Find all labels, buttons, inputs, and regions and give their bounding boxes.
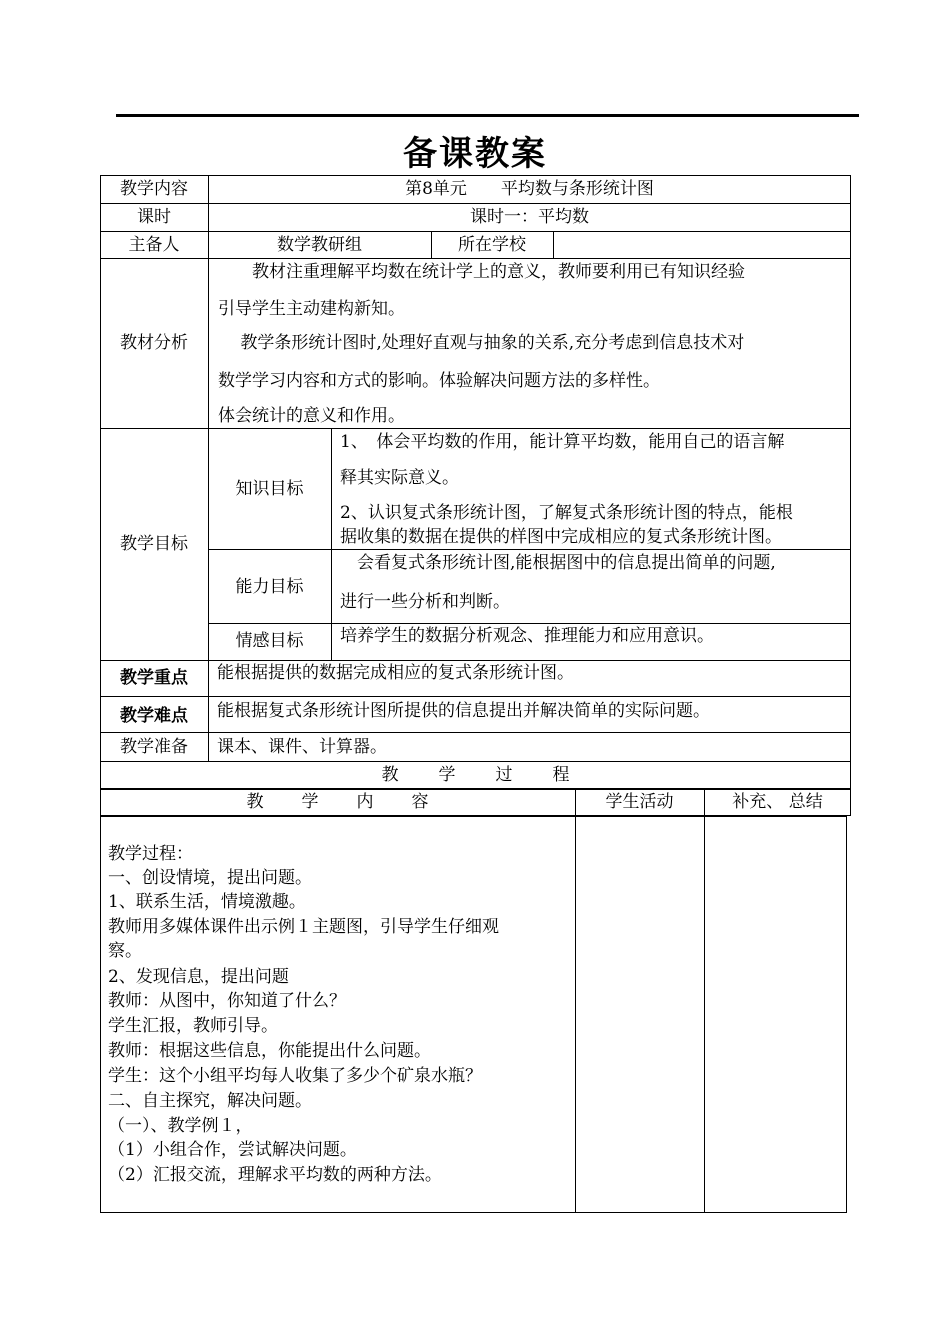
- process-line: 一、创设情境，提出问题。: [108, 868, 312, 888]
- process-line: 学生汇报，教师引导。: [108, 1016, 278, 1036]
- process-line: 教师用多媒体课件出示例１主题图，引导学生仔细观: [108, 917, 499, 937]
- emotion-label: 情感目标: [235, 631, 304, 651]
- process-heading: 教学过程: [381, 765, 610, 785]
- content-value: 第8单元 平均数与条形统计图: [405, 179, 654, 199]
- ability-line: 进行一些分析和判断。: [340, 592, 510, 612]
- preparation-value: 课本、课件、计算器。: [217, 737, 387, 757]
- knowledge-label: 知识目标: [235, 479, 304, 499]
- page-title: 备课教案: [403, 134, 547, 174]
- process-line: （2）汇报交流，理解求平均数的两种方法。: [108, 1165, 442, 1185]
- header-rule: [116, 114, 859, 117]
- lesson-label: 课时: [137, 207, 171, 227]
- analysis-line: 引导学生主动建构新知。: [218, 299, 405, 319]
- lesson-value: 课时一：平均数: [470, 207, 589, 227]
- process-line: 察。: [108, 941, 142, 961]
- difficulty-label: 教学难点: [120, 706, 188, 726]
- analysis-label: 教材分析: [120, 333, 188, 353]
- preparer-value: 数学教研组: [277, 235, 362, 255]
- col-content: 教学内容: [246, 792, 467, 812]
- knowledge-line: 释其实际意义。: [340, 468, 459, 488]
- knowledge-line: 据收集的数据在提供的样图中完成相应的复式条形统计图。: [340, 527, 782, 547]
- process-line: （一）、教学例１，: [108, 1116, 253, 1136]
- difficulty-value: 能根据复式条形统计图所提供的信息提出并解决简单的实际问题。: [217, 701, 710, 721]
- process-line: 1、联系生活，情境激趣。: [108, 892, 306, 912]
- objectives-label: 教学目标: [120, 534, 188, 554]
- analysis-line: 体会统计的意义和作用。: [218, 406, 405, 426]
- analysis-line: 数学学习内容和方式的影响。体验解决问题方法的多样性。: [218, 371, 660, 391]
- process-line: 教师：从图中，你知道了什么？: [108, 991, 346, 1011]
- process-line: 教师：根据这些信息，你能提出什么问题。: [108, 1041, 431, 1061]
- knowledge-line: 1、 体会平均数的作用，能计算平均数，能用自己的语言解: [340, 432, 785, 452]
- analysis-line: 教学条形统计图时,处理好直观与抽象的关系,充分考虑到信息技术对: [218, 333, 745, 353]
- ability-line: 会看复式条形统计图,能根据图中的信息提出简单的问题,: [340, 553, 776, 573]
- analysis-line: 教材注重理解平均数在统计学上的意义，教师要利用已有知识经验: [218, 262, 745, 282]
- content-label: 教学内容: [120, 179, 188, 199]
- school-label: 所在学校: [458, 235, 526, 255]
- process-line: （1）小组合作，尝试解决问题。: [108, 1140, 357, 1160]
- col-student: 学生活动: [605, 792, 674, 812]
- key-point-value: 能根据提供的数据完成相应的复式条形统计图。: [217, 663, 574, 683]
- emotion-value: 培养学生的数据分析观念、推理能力和应用意识。: [340, 626, 714, 646]
- process-line: 二、自主探究，解决问题。: [108, 1091, 312, 1111]
- col-notes: 补充、 总结: [732, 792, 823, 812]
- preparer-label: 主备人: [128, 235, 180, 255]
- ability-label: 能力目标: [235, 577, 304, 597]
- process-line: 2、发现信息，提出问题: [108, 967, 289, 987]
- knowledge-line: 2、认识复式条形统计图，了解复式条形统计图的特点，能根: [340, 503, 793, 523]
- process-line: 学生：这个小组平均每人收集了多少个矿泉水瓶？: [108, 1066, 482, 1086]
- process-line: 教学过程：: [108, 844, 193, 864]
- preparation-label: 教学准备: [120, 737, 188, 757]
- key-point-label: 教学重点: [120, 668, 188, 688]
